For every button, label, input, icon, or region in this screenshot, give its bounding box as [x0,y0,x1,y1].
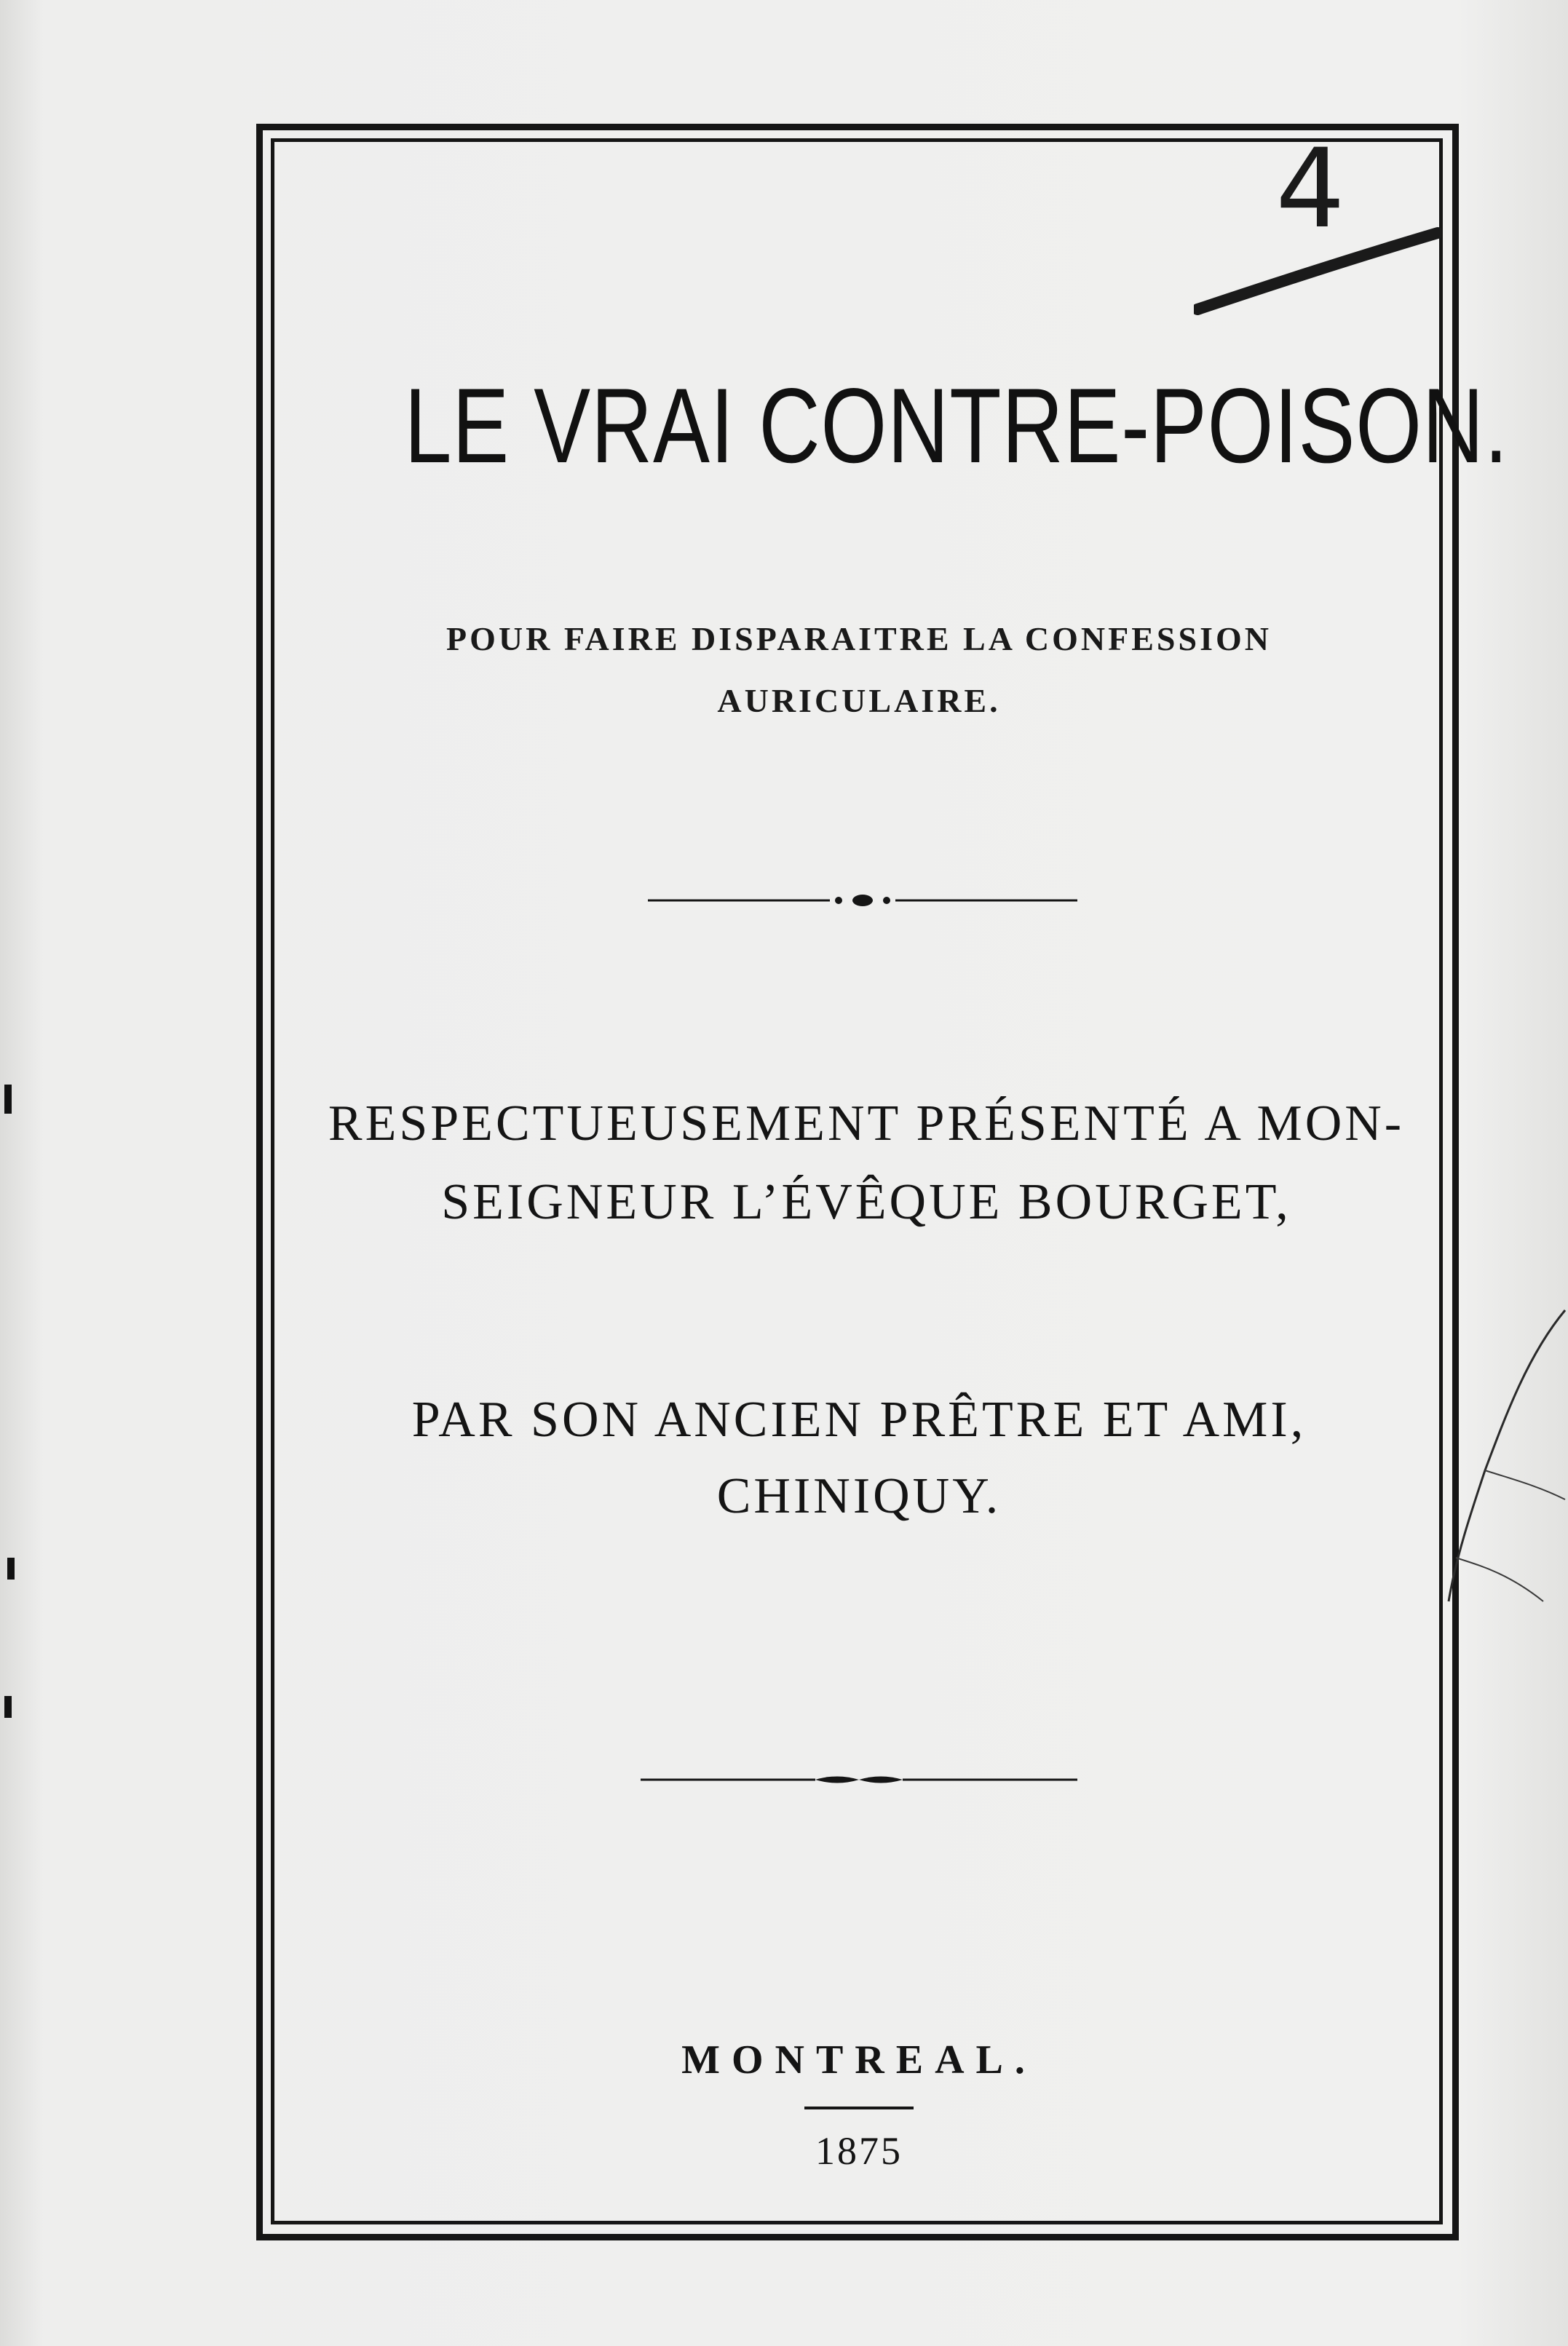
ornamental-rule-bottom [641,1769,1077,1791]
paper-tear-mark [1441,1296,1568,1660]
handwritten-number: 4 [1275,126,1345,253]
ornamental-rule-top [648,889,1077,911]
imprint-city: MONTREAL. [681,2037,1037,2083]
imprint-rule [804,2107,914,2109]
dedication-line-2: SEIGNEUR L’ÉVÊQUE BOURGET, [441,1174,1291,1230]
page-title: LE VRAI CONTRE-POISON. [404,366,1509,485]
scan-edge-mark [4,1696,12,1718]
pen-stroke-mark [1194,218,1441,320]
author-line-1: PAR SON ANCIEN PRÊTRE ET AMI, [411,1392,1307,1448]
scan-edge-mark [4,1085,12,1114]
scan-edge-mark [7,1558,15,1580]
author-credit [342,1382,1376,1534]
imprint-year: 1875 [815,2129,903,2173]
subtitle-line-2: AURICULAIRE. [717,682,1001,719]
subtitle-line-1: POUR FAIRE DISPARAITRE LA CONFESSION [446,620,1272,657]
subtitle [408,608,1310,732]
dedication-line-1: RESPECTUEUSEMENT PRÉSENTÉ A MON- [328,1095,1405,1152]
author-name: CHINIQUY. [716,1468,1002,1524]
dedication [313,1085,1419,1242]
